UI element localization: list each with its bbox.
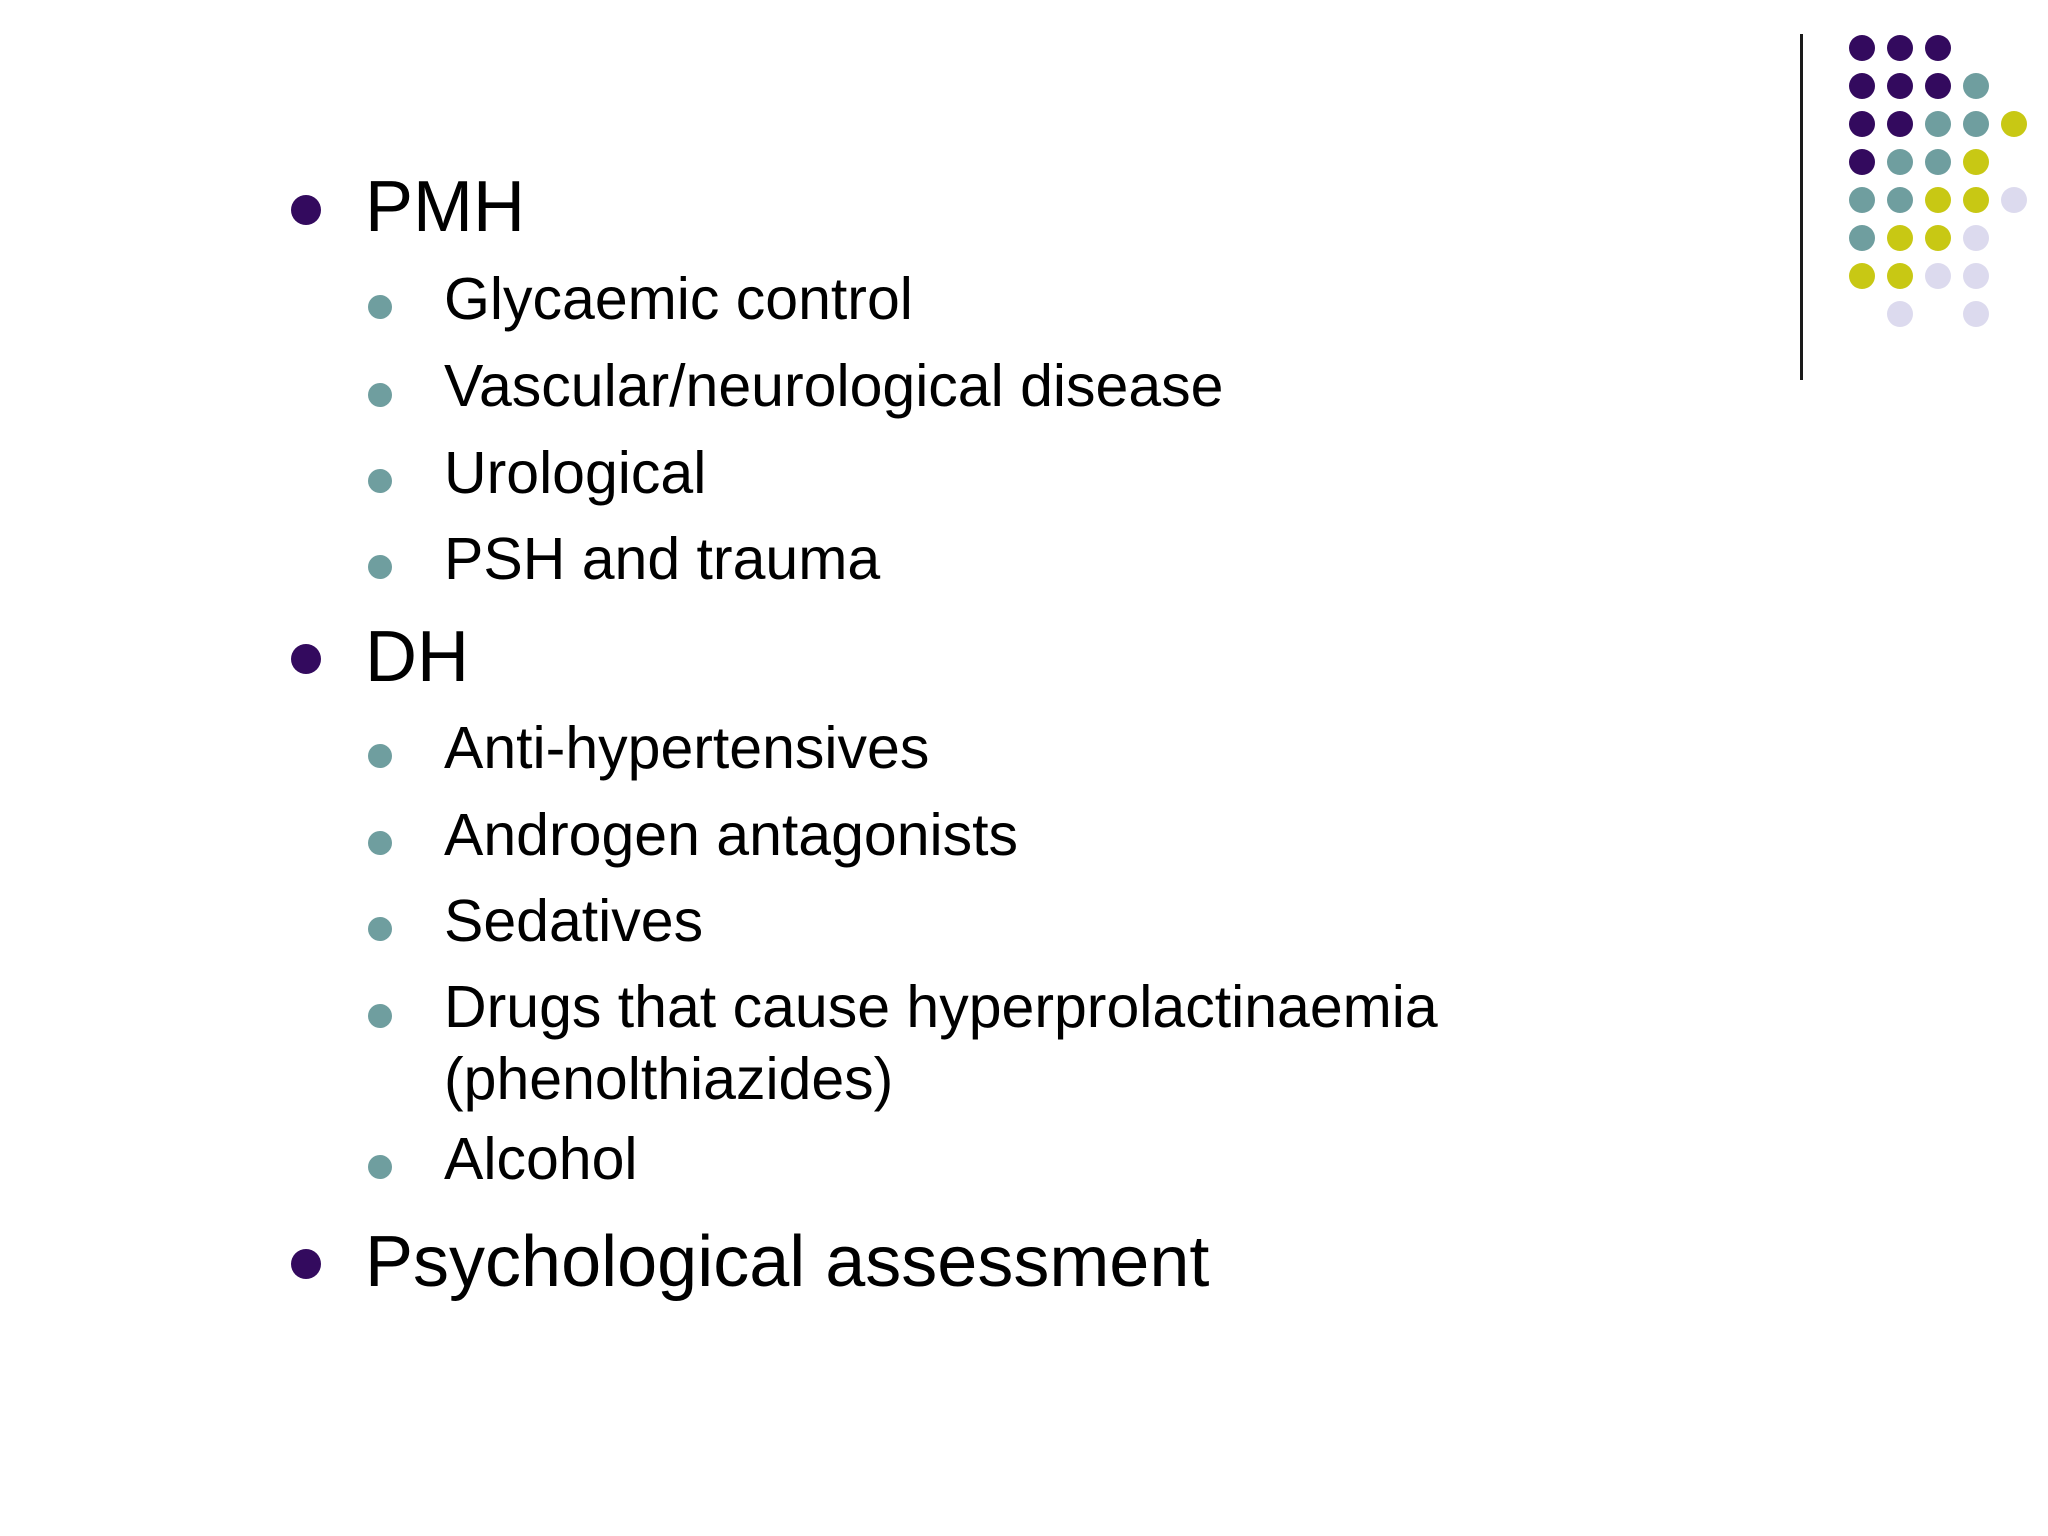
list-item: Glycaemic control	[444, 266, 913, 332]
list-item: PSH and trauma	[444, 526, 881, 592]
decorative-dot	[1849, 111, 1875, 137]
decorative-dot	[1963, 149, 1989, 175]
decorative-dot	[1963, 187, 1989, 213]
list-item-continuation: (phenolthiazides)	[444, 1046, 894, 1112]
decorative-dot	[1887, 35, 1913, 61]
decorative-dot	[1925, 149, 1951, 175]
decorative-dot	[1887, 111, 1913, 137]
heading-dh: DH	[365, 617, 469, 697]
decorative-dot	[1887, 263, 1913, 289]
secondary-bullet-icon	[368, 1155, 392, 1179]
decorative-dot	[1887, 301, 1913, 327]
secondary-bullet-icon	[368, 917, 392, 941]
list-item: Alcohol	[444, 1126, 638, 1192]
decorative-dot	[1887, 73, 1913, 99]
secondary-bullet-icon	[368, 744, 392, 768]
primary-bullet-icon	[291, 1249, 321, 1279]
decorative-dot	[1925, 225, 1951, 251]
decorative-dot	[2001, 111, 2027, 137]
decorative-dot	[1849, 187, 1875, 213]
secondary-bullet-icon	[368, 555, 392, 579]
decorative-dot	[1849, 73, 1875, 99]
primary-bullet-icon	[291, 195, 321, 225]
heading-psychological-assessment: Psychological assessment	[365, 1222, 1210, 1302]
decorative-dot	[1925, 73, 1951, 99]
decorative-dot	[1925, 111, 1951, 137]
decorative-dot	[1963, 111, 1989, 137]
decorative-dot	[1887, 225, 1913, 251]
secondary-bullet-icon	[368, 831, 392, 855]
decorative-dot	[1963, 301, 1989, 327]
decorative-dot	[1887, 149, 1913, 175]
decorative-dot	[1925, 263, 1951, 289]
decorative-dot	[1849, 263, 1875, 289]
list-item: Vascular/neurological disease	[444, 353, 1224, 419]
list-item: Urological	[444, 440, 707, 506]
secondary-bullet-icon	[368, 1004, 392, 1028]
decorative-dot	[2001, 187, 2027, 213]
decorative-dot	[1963, 225, 1989, 251]
list-item: Sedatives	[444, 888, 704, 954]
decorative-dot	[1925, 187, 1951, 213]
primary-bullet-icon	[291, 644, 321, 674]
decorative-dot	[1887, 187, 1913, 213]
decorative-dot	[1849, 149, 1875, 175]
decorative-dot	[1925, 35, 1951, 61]
decorative-dot	[1849, 225, 1875, 251]
decorative-dot	[1963, 263, 1989, 289]
list-item: Androgen antagonists	[444, 802, 1019, 868]
secondary-bullet-icon	[368, 469, 392, 493]
heading-pmh: PMH	[365, 167, 525, 247]
decorative-dot	[1849, 35, 1875, 61]
list-item: Anti-hypertensives	[444, 715, 930, 781]
list-item: Drugs that cause hyperprolactinaemia	[444, 974, 1438, 1040]
secondary-bullet-icon	[368, 295, 392, 319]
secondary-bullet-icon	[368, 383, 392, 407]
decorative-dot	[1963, 73, 1989, 99]
